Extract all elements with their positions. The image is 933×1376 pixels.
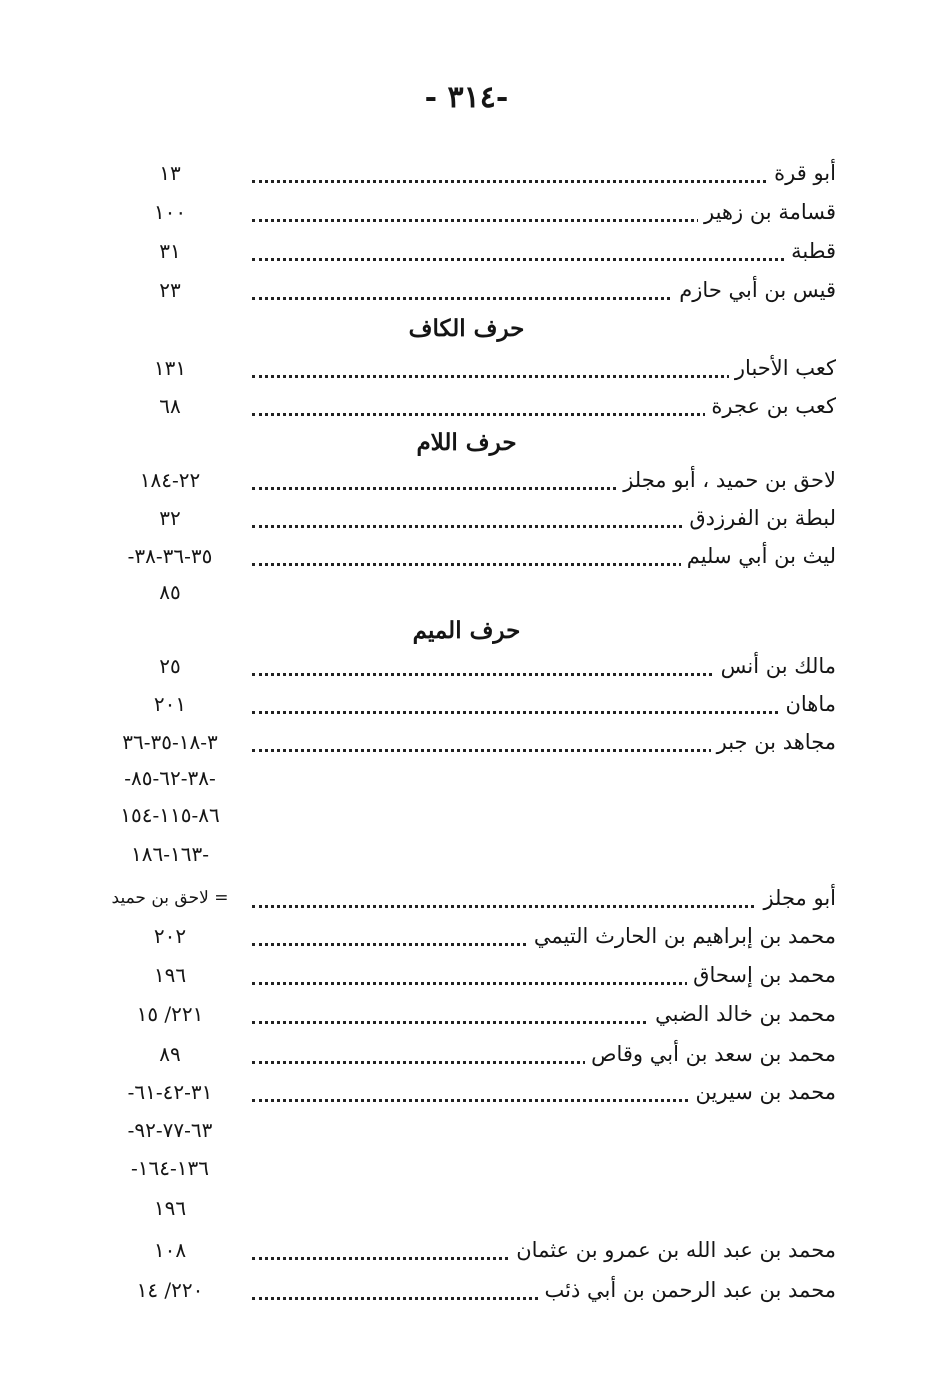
entry-pages: ٨٩ bbox=[159, 1042, 181, 1066]
entry-pages: ٣-١٨-٣٥-٣٦ bbox=[122, 730, 218, 754]
index-entry bbox=[0, 272, 933, 308]
entry-name: ليث بن أبي سليم bbox=[681, 538, 836, 574]
index-entry bbox=[0, 538, 933, 574]
entry-pages: ٣٢ bbox=[159, 506, 181, 530]
entry-name: محمد بن إسحاق bbox=[687, 957, 836, 993]
entry-pages: ٣١-٤٢-٦١- bbox=[127, 1080, 213, 1104]
entry-pages: ٢٠١ bbox=[153, 692, 187, 716]
leader-dots bbox=[252, 872, 833, 908]
entry-name: مجاهد بن جبر bbox=[711, 724, 836, 760]
entry-pages: ٣١ bbox=[159, 239, 181, 263]
entry-pages: ١٠٠ bbox=[153, 200, 187, 224]
entry-name: لاحق بن حميد ، أبو مجلز bbox=[617, 462, 836, 498]
entry-name: مالك بن أنس bbox=[715, 648, 836, 684]
entry-name: أبو قرة bbox=[768, 155, 836, 191]
entry-pages-continued: -١٦٣-١٨٦ bbox=[131, 842, 209, 866]
entry-name: محمد بن عبد الله بن عمرو بن عثمان bbox=[510, 1232, 836, 1268]
entry-pages-continued: ٨٦-١١٥-١٥٤ bbox=[120, 803, 220, 827]
entry-pages: ١٣١ bbox=[153, 356, 187, 380]
entry-name: محمد بن إبراهيم بن الحارث التيمي bbox=[528, 918, 836, 954]
entry-name: محمد بن سعد بن أبي وقاص bbox=[585, 1036, 836, 1072]
index-entry bbox=[0, 388, 933, 424]
entry-name: أبو مجلز bbox=[757, 880, 836, 916]
entry-name: ماهان bbox=[779, 686, 836, 722]
entry-pages: ١٩٦ bbox=[153, 963, 187, 987]
entry-pages: ٢٢١/ ١٥ bbox=[136, 1002, 204, 1026]
entry-name: محمد بن سيرين bbox=[690, 1074, 837, 1110]
section-heading-mim: حرف الميم bbox=[412, 617, 521, 644]
entry-pages-continued: -٣٨-٦٢-٨٥- bbox=[124, 766, 216, 790]
entry-name: لبطة بن الفرزدق bbox=[683, 500, 836, 536]
index-entry bbox=[0, 1272, 933, 1308]
entry-pages-continued: ٦٣-٧٧-٩٢- bbox=[127, 1118, 213, 1142]
entry-pages: ٣٥-٣٦-٣٨- bbox=[127, 544, 213, 568]
entry-pages: ٢٢-١٨٤ bbox=[139, 468, 201, 492]
index-entry bbox=[0, 1232, 933, 1268]
entry-name: محمد بن خالد الضبي bbox=[649, 996, 836, 1032]
entry-name: كعب الأحبار bbox=[729, 350, 836, 386]
section-heading-lam: حرف اللام bbox=[416, 429, 517, 456]
entry-name: قطبة bbox=[785, 233, 836, 269]
section-heading-kaf: حرف الكاف bbox=[408, 315, 525, 342]
leader-dots bbox=[252, 147, 833, 183]
entry-name: قيس بن أبي حازم bbox=[673, 272, 836, 308]
entry-name: كعب بن عجرة bbox=[705, 388, 836, 424]
entry-pages: ٢٠٢ bbox=[153, 924, 187, 948]
entry-pages: ٢٢٠/ ١٤ bbox=[136, 1278, 204, 1302]
leader-dots bbox=[252, 225, 833, 261]
entry-pages: ١٣ bbox=[159, 161, 181, 185]
entry-pages: ١٠٨ bbox=[153, 1238, 187, 1262]
entry-pages: ٢٥ bbox=[159, 654, 181, 678]
entry-pages-continued: ٨٥ bbox=[159, 580, 181, 604]
page-number: -٣١٤ - bbox=[424, 80, 509, 115]
index-entry bbox=[0, 1074, 933, 1110]
entry-pages-continued: ١٣٦-١٦٤- bbox=[131, 1156, 209, 1180]
index-entry bbox=[0, 724, 933, 760]
entry-pages: ٦٨ bbox=[159, 394, 181, 418]
leader-dots bbox=[252, 678, 833, 714]
entry-pages: ٢٣ bbox=[159, 278, 181, 302]
entry-name: محمد بن عبد الرحمن بن أبي ذئب bbox=[539, 1272, 837, 1308]
index-entry bbox=[0, 996, 933, 1032]
entry-cross-reference: = لاحق بن حميد bbox=[111, 888, 229, 908]
entry-name: قسامة بن زهير bbox=[698, 194, 836, 230]
entry-pages-continued: ١٩٦ bbox=[153, 1196, 187, 1220]
